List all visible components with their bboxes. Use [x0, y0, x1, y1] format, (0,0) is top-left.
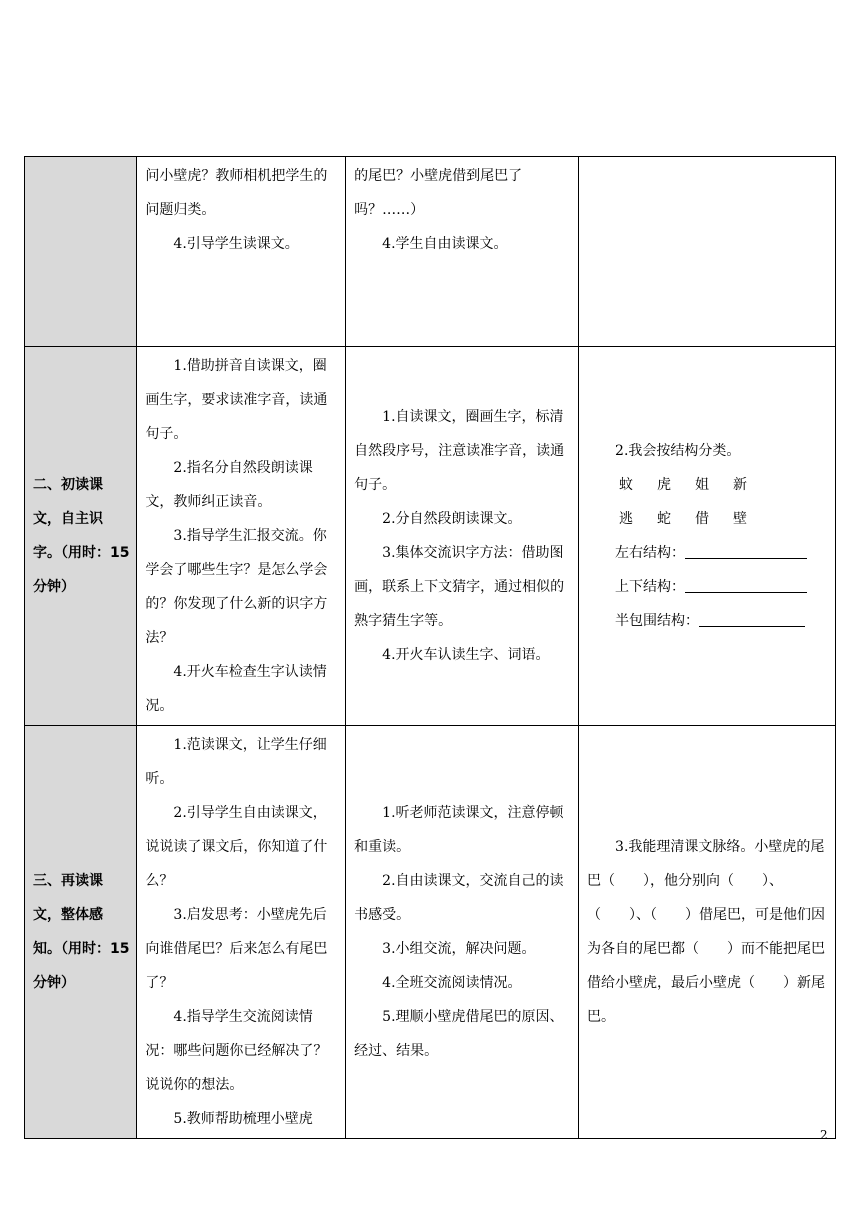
student-text: 1.自读课文，圈画生字，标清自然段序号，注意读准字音，读通句子。 [354, 409, 565, 493]
word-row [587, 502, 827, 536]
teacher-text: 5.教师帮助梳理小壁虎 [173, 1111, 313, 1127]
teacher-text: 4.指导学生交流阅读情况：哪些问题你已经解决了？说说你的想法。 [145, 1009, 328, 1093]
practice-cell [579, 347, 836, 726]
field-label: 半包围结构： [615, 613, 700, 629]
table-row [25, 347, 836, 726]
word: 蛇 [657, 511, 672, 527]
table-row [25, 726, 836, 1139]
answer-blank[interactable] [685, 578, 807, 593]
teacher-text: 问小壁虎？教师相机把学生的问题归类。 [145, 168, 328, 218]
word: 壁 [733, 511, 748, 527]
teacher-text: 3.指导学生汇报交流。你学会了哪些生字？是怎么学会的？你发现了什么新的识字方法？ [145, 528, 328, 646]
teacher-text: 1.借助拼音自读课文，圈画生字，要求读准字音，读通句子。 [145, 358, 328, 442]
student-text: 4.开火车认读生字、词语。 [382, 647, 550, 663]
practice-text: 3.我能理清课文脉络。小壁虎的尾巴（ ），他分别向（ ）、（ ）、（ ）借尾巴，可是他们因为各自的尾巴都（ ）而不能把尾巴借给小壁虎，最后小壁虎（ ）新尾巴。 [587, 839, 826, 1025]
practice-cell [579, 726, 836, 1139]
student-activity-cell [346, 347, 579, 726]
teacher-text: 2.引导学生自由读课文，说说读了课文后，你知道了什么？ [145, 805, 328, 889]
student-text: 2.自由读课文，交流自己的读书感受。 [354, 873, 564, 923]
page-number: 2 [820, 1128, 828, 1142]
word: 蚊 [619, 477, 634, 493]
student-text: 3.小组交流，解决问题。 [382, 941, 536, 957]
answer-field-row [587, 570, 827, 604]
lesson-plan-table [24, 156, 836, 1139]
student-text: 4.全班交流阅读情况。 [382, 975, 522, 991]
student-text: 4.学生自由读课文。 [382, 236, 508, 252]
student-text: 的尾巴？小壁虎借到尾巴了吗？……） [354, 168, 523, 218]
student-text: 1.听老师范读课文，注意停顿和重读。 [354, 805, 564, 855]
stage-cell [25, 157, 137, 347]
teacher-text: 4.引导学生读课文。 [173, 236, 299, 252]
word-row [587, 468, 827, 502]
practice-cell [579, 157, 836, 347]
practice-title: 2.我会按结构分类。 [615, 443, 741, 459]
student-activity-cell [346, 157, 579, 347]
field-label: 左右结构： [615, 545, 686, 561]
student-activity-cell [346, 726, 579, 1139]
answer-field-row [587, 604, 827, 638]
word: 虎 [657, 477, 672, 493]
word: 新 [733, 477, 748, 493]
word: 逃 [619, 511, 634, 527]
table-row [25, 157, 836, 347]
answer-blank[interactable] [699, 612, 805, 627]
field-label: 上下结构： [615, 579, 686, 595]
student-text: 3.集体交流识字方法：借助图画，联系上下文猜字，通过相似的熟字猜生字等。 [354, 545, 565, 629]
word: 借 [695, 511, 710, 527]
stage-cell: 三、再读课文，整体感知。（用时：15分钟） [25, 726, 137, 1139]
student-text: 2.分自然段朗读课文。 [382, 511, 522, 527]
teacher-text: 1.范读课文，让学生仔细听。 [145, 737, 327, 787]
word: 姐 [695, 477, 710, 493]
teacher-text: 4.开火车检查生字认读情况。 [145, 664, 327, 714]
stage-cell: 二、初读课文，自主识字。（用时：15分钟） [25, 347, 137, 726]
answer-field-row [587, 536, 827, 570]
student-text: 5.理顺小壁虎借尾巴的原因、经过、结果。 [354, 1009, 564, 1059]
teacher-text: 2.指名分自然段朗读课文，教师纠正读音。 [145, 460, 313, 510]
teacher-text: 3.启发思考：小壁虎先后向谁借尾巴？后来怎么有尾巴了？ [145, 907, 328, 991]
answer-blank[interactable] [685, 544, 807, 559]
teacher-activity-cell [137, 726, 346, 1139]
teacher-activity-cell [137, 157, 346, 347]
teacher-activity-cell [137, 347, 346, 726]
